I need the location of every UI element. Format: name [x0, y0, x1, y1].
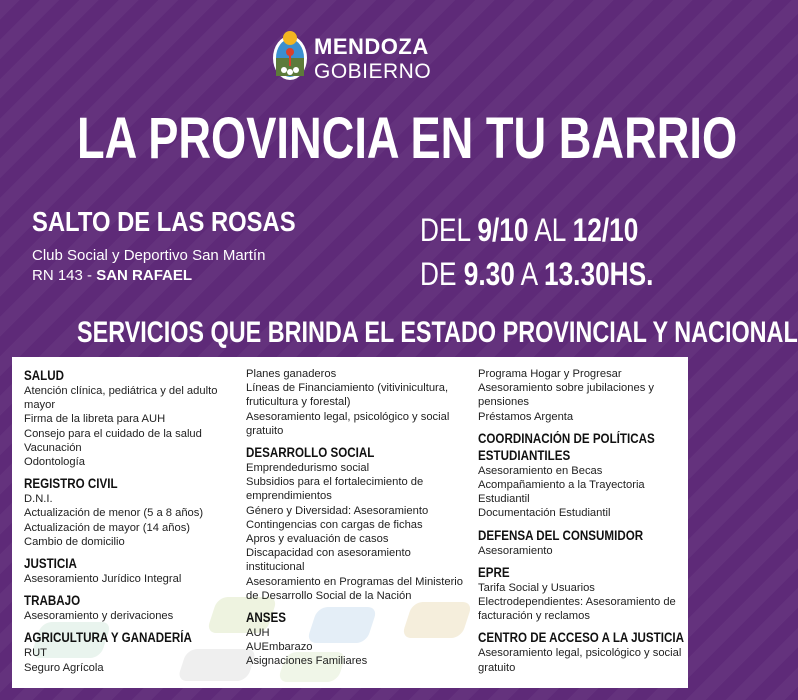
services-column-2	[246, 367, 466, 669]
service-item: Asesoramiento sobre jubilaciones y pensiones	[478, 382, 654, 409]
section-heading-registro-civil: REGISTRO CIVIL	[24, 476, 118, 492]
time-range	[420, 252, 653, 296]
section-heading-defensa-consumidor: DEFENSA DEL CONSUMIDOR	[478, 527, 644, 543]
section-heading-justicia: JUSTICIA	[24, 556, 77, 572]
service-item: Documentación Estudiantil	[478, 507, 611, 520]
service-item: Asesoramiento legal, psicológico y social gratuito	[246, 410, 450, 437]
service-item: Acompañamiento a la Trayectoria Estudiantil	[478, 479, 645, 506]
service-item: RUT	[24, 647, 47, 660]
section-heading-trabajo: TRABAJO	[24, 593, 81, 609]
service-item: D.N.I.	[24, 493, 53, 506]
service-item: Actualización de menor (5 a 8 años)	[24, 507, 204, 520]
service-item: Consejo para el cuidado de la salud	[24, 427, 202, 440]
location-name: SALTO DE LAS ROSAS	[32, 206, 296, 237]
service-item: Asignaciones Familiares	[246, 655, 368, 668]
mendoza-logo	[270, 28, 440, 88]
service-item: Programa Hogar y Progresar	[478, 368, 622, 380]
service-item: Atención clínica, pediátrica y del adulto mayor	[24, 385, 218, 412]
event-dates	[420, 208, 705, 296]
main-title: LA PROVINCIA EN TU BARRIO	[77, 106, 738, 171]
date-from: 9/10	[477, 212, 529, 248]
service-item: Electrodependientes: Asesoramiento de facturación y reclamos	[478, 596, 676, 623]
service-item: Asesoramiento legal, psicológico y social gratuito	[478, 647, 682, 674]
service-item: Asesoramiento	[478, 544, 553, 557]
service-item: Tarifa Social y Usuarios	[478, 581, 595, 594]
section-heading-anses: ANSES	[246, 610, 287, 626]
section-heading-agricultura: AGRICULTURA Y GANADERÍA	[24, 630, 192, 646]
location-route: RN 143 -	[32, 267, 97, 284]
service-item: Seguro Agrícola	[24, 661, 104, 674]
service-item: Líneas de Financiamiento (vitivinicultura, fruticultura y forestal)	[246, 382, 449, 409]
services-panel	[12, 357, 688, 688]
date-range	[420, 208, 653, 252]
services-title: SERVICIOS QUE BRINDA EL ESTADO PROVINCIAL Y NACIONAL	[77, 316, 798, 349]
service-item: AUH	[246, 627, 270, 640]
date-to: 12/10	[572, 212, 639, 248]
service-item: Firma de la libreta para AUH	[24, 413, 166, 426]
event-location	[32, 205, 342, 286]
section-heading-acceso-justicia: CENTRO DE ACCESO A LA JUSTICIA	[478, 630, 684, 646]
section-heading-epre: EPRE	[478, 564, 510, 580]
service-item: Asesoramiento en Becas	[478, 464, 603, 477]
service-item: AUEmbarazo	[246, 641, 313, 654]
service-item: Odontología	[24, 456, 85, 469]
location-club: Club Social y Deportivo San Martín	[32, 247, 266, 264]
service-item: Planes ganaderos	[246, 368, 337, 380]
time-start: 9.30	[463, 256, 515, 292]
service-item: Discapacidad con asesoramiento institucional	[246, 547, 411, 574]
location-city: SAN RAFAEL	[96, 267, 193, 284]
logo-gobierno-text: GOBIERNO	[314, 60, 432, 83]
time-end: 13.30HS.	[543, 256, 654, 292]
service-item: Subsidios para el fortalecimiento de emprendimientos	[246, 476, 424, 503]
section-heading-coordinacion: COORDINACIÓN DE POLÍTICAS ESTUDIANTILES	[478, 430, 655, 463]
service-item: Asesoramiento en Programas del Ministerio de Desarrollo Social de la Nación	[246, 575, 464, 602]
service-item: Apros y evaluación de casos	[246, 533, 389, 546]
location-address	[32, 266, 342, 286]
logo-mendoza-text: MENDOZA	[314, 34, 429, 59]
service-item: Asesoramiento y derivaciones	[24, 610, 174, 623]
date-del-label: DEL	[420, 212, 471, 248]
time-de-label: DE	[420, 256, 457, 292]
service-item: Actualización de mayor (14 años)	[24, 521, 191, 534]
section-heading-salud: SALUD	[24, 368, 64, 383]
service-item: Género y Diversidad: Asesoramiento	[246, 504, 429, 517]
services-column-1	[24, 367, 236, 675]
time-a-label: A	[520, 256, 537, 292]
services-column-3	[478, 367, 684, 675]
service-item: Emprendedurismo social	[246, 462, 370, 475]
section-heading-desarrollo-social: DESARROLLO SOCIAL	[246, 445, 375, 461]
provincial-seal-icon	[270, 28, 310, 84]
service-item: Préstamos Argenta	[478, 410, 574, 423]
date-al-label: AL	[534, 212, 566, 248]
service-item: Vacunación	[24, 441, 82, 454]
service-item: Cambio de domicilio	[24, 535, 125, 548]
service-item: Asesoramiento Jurídico Integral	[24, 573, 182, 586]
service-item: Contingencias con cargas de fichas	[246, 518, 423, 531]
